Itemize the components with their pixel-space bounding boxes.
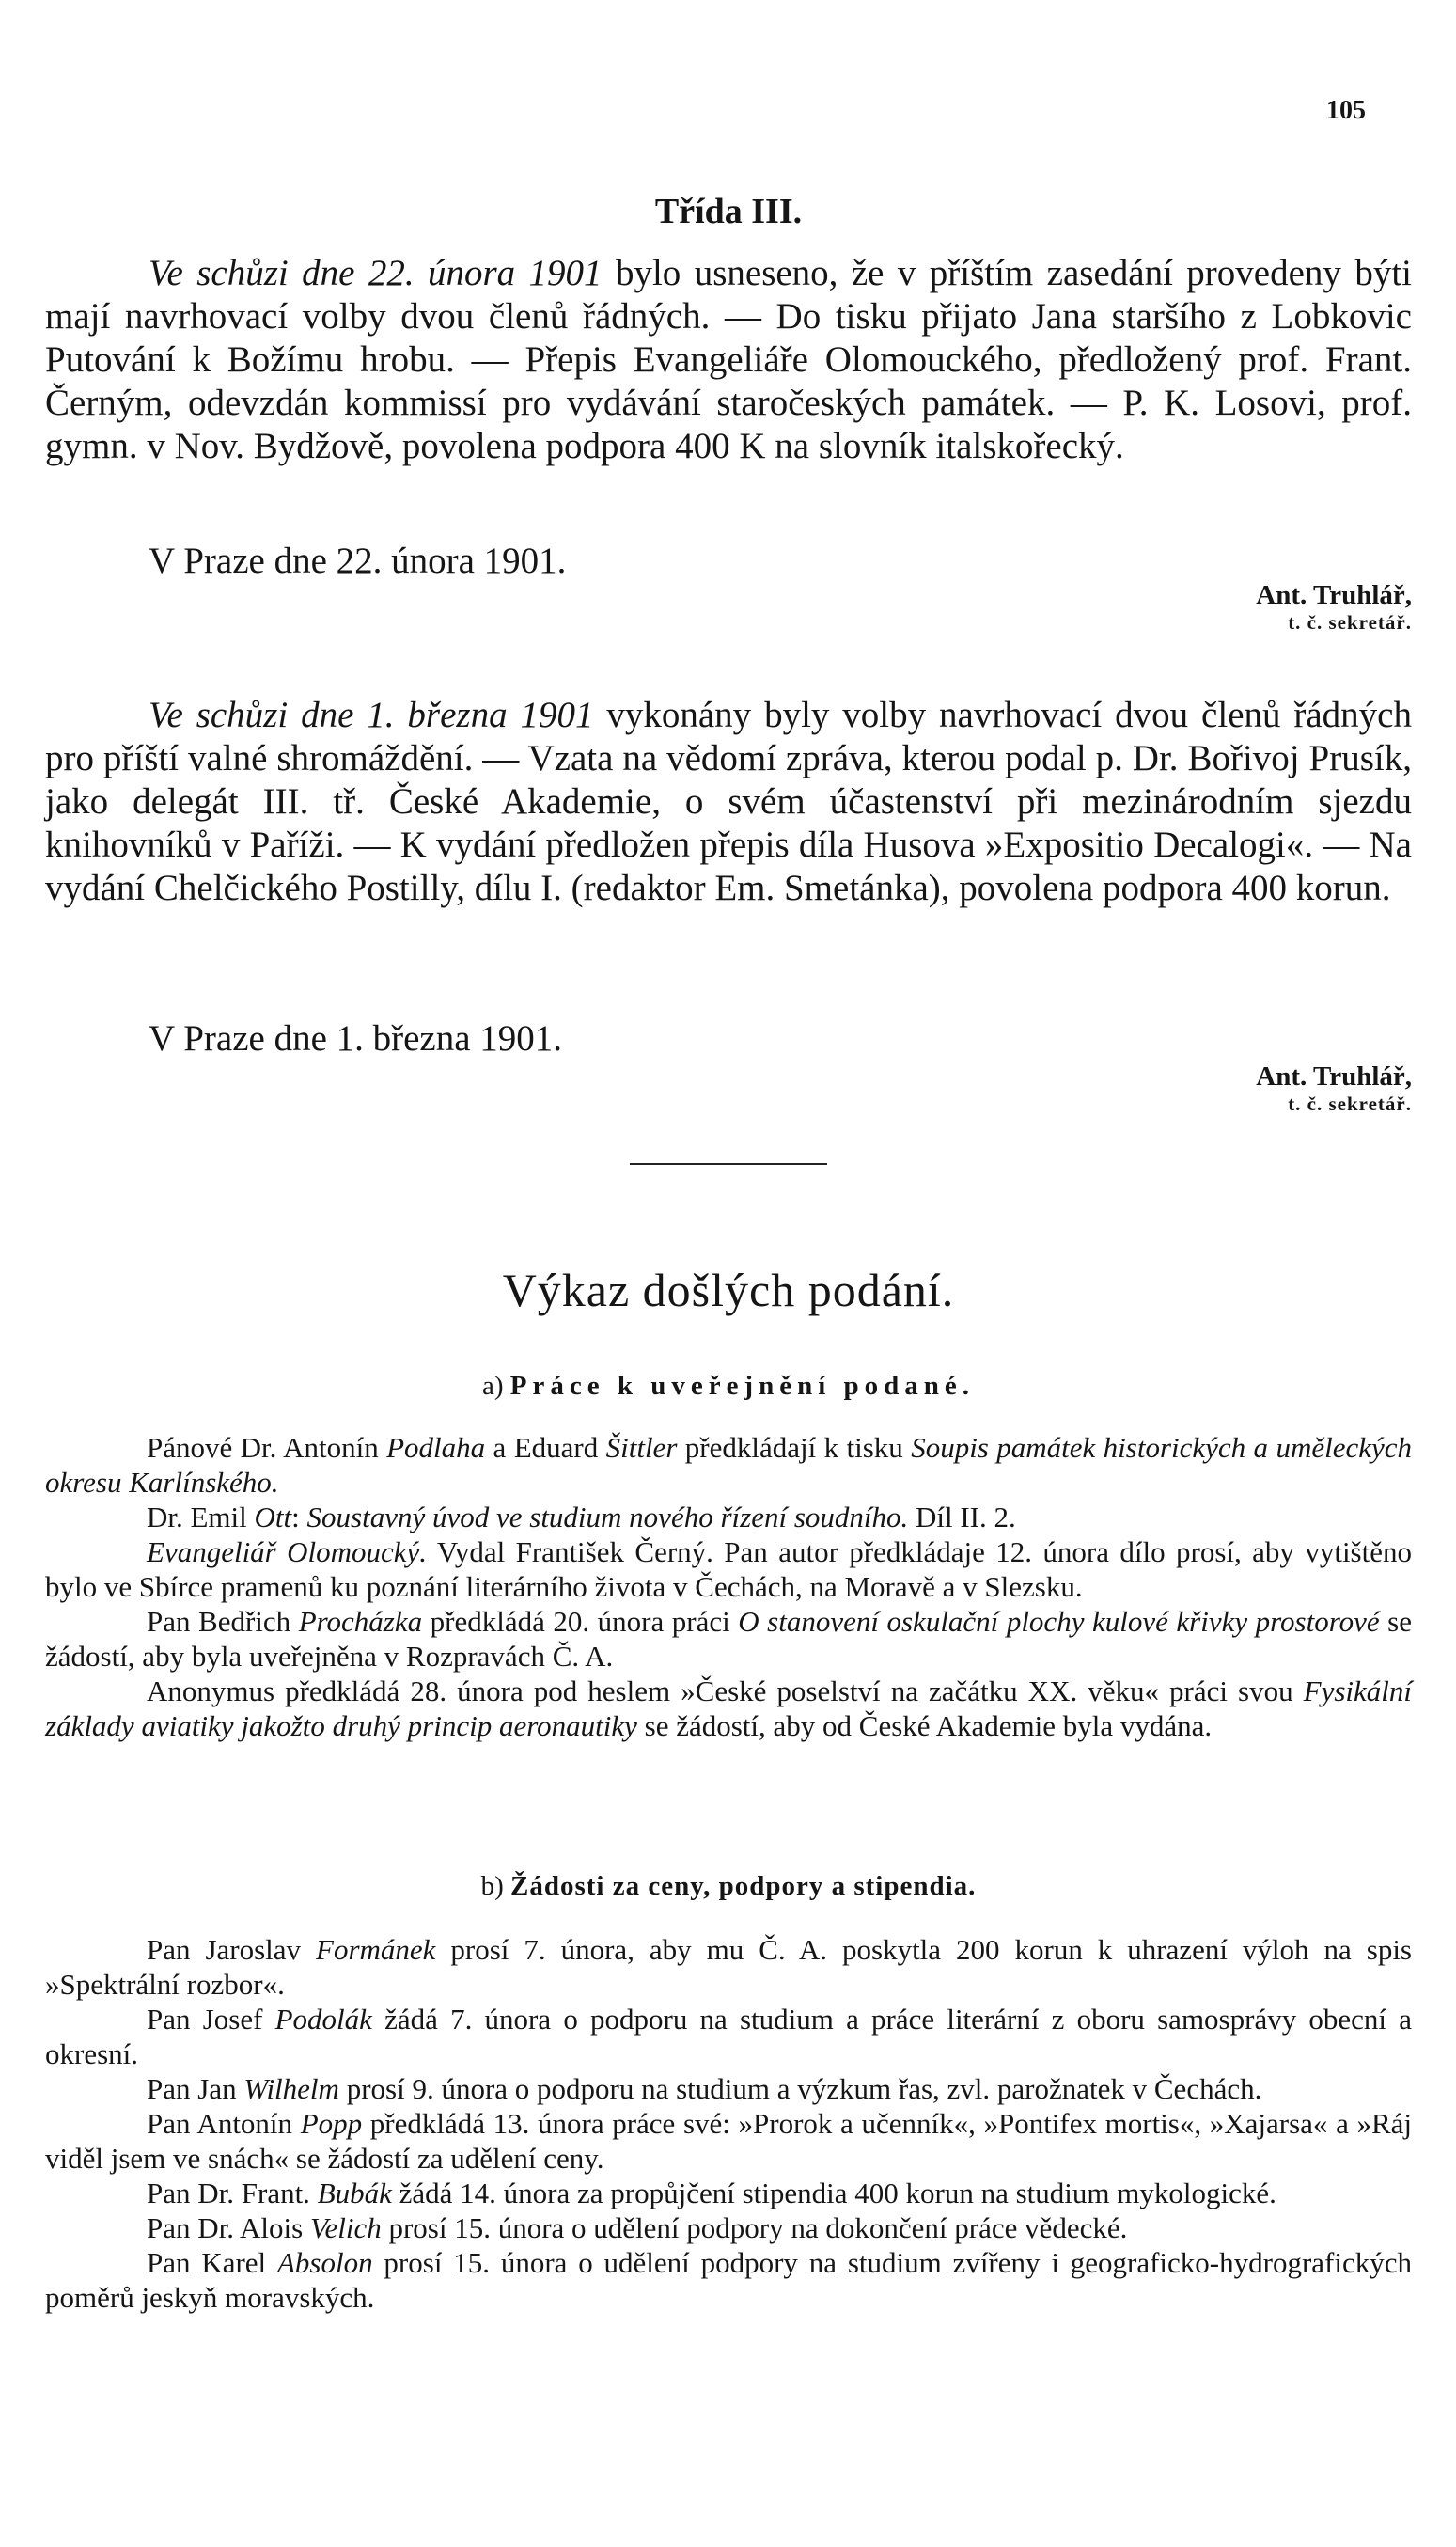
part-b-entry: Pan Dr. Frant. Bubák žádá 14. února za propůjčení stipendia 400 korun na studium mykologické. — [147, 2177, 1276, 2209]
signature-name: Ant. Truhlář, — [1256, 1061, 1412, 1092]
section-heading: Třída III. — [654, 192, 803, 231]
meeting-1-dateline: V Praze dne 22. února 1901. — [149, 541, 567, 581]
part-b-entry: Pan Antonín Popp předkládá 13. února práce své: »Prorok a učenník«, »Pontifex mortis«, »Xajarsa« a »Ráj viděl jsem ve snách« se žádostí za udělení ceny. — [45, 2107, 1413, 2175]
part-a-heading — [45, 1371, 1412, 1402]
part-a-list — [45, 1430, 1412, 1743]
signature-title: t. č. sekretář. — [1288, 1093, 1412, 1115]
part-b-entry: Pan Dr. Alois Velich prosí 15. února o udělení podpory na dokončení práce vědecké. — [147, 2211, 1128, 2244]
part-a-entry: Pan Bedřich Procházka předkládá 20. února práci O stanovení oskulační plochy kulové křivky prostorové se žádostí, aby byla uveřejněna v Rozpravách Č. A. — [45, 1605, 1413, 1673]
meeting-1-signature — [45, 579, 1456, 634]
part-b-entry: Pan Jan Wilhelm prosí 9. února o podporu na studium a výzkum řas, zvl. parožnatek v Čechách. — [147, 2072, 1262, 2105]
part-b-entry: Pan Josef Podolák žádá 7. února o podporu na studium a práce literární z oboru samosprávy obecní a okresní. — [45, 2003, 1412, 2070]
meeting-1-body: bylo usneseno, že v příštím zasedání provedeny býti mají navrhovací volby dvou členů řádných. — Do tisku přijato Jana staršího z Lobkovic Putování k Božímu hrobu. — Přepis Evangeliáře Olomouckého, předložený prof. Frant. Černým, odevzdán kommissí pro vydávání staročeských památek. — P. K. Losovi, prof. gymn. v Nov. Bydžově, povolena podpora 400 K na slovník italskořecký. — [45, 253, 1412, 466]
section-divider — [630, 1163, 827, 1165]
part-a-entry: Pánové Dr. Antonín Podlaha a Eduard Šittler předkládají k tisku Soupis památek historických a uměleckých okresu Karlínského. — [45, 1431, 1413, 1499]
meeting-2-body: vykonány byly volby navrhovací dvou členů řádných pro příští valné shromáždění. — Vzata na vědomí zpráva, kterou podal p. Dr. Bořivoj Prusík, jako delegát III. tř. České Akademie, o svém účastenství při mezinárodním sjezdu knihovníků v Paříži. — K vydání předložen přepis díla Husova »Expositio Decalogi«. — Na vydání Chelčického Postilly, dílu I. (redaktor Em. Smetánka), povolena podpora 400 korun. — [45, 695, 1412, 908]
meeting-2-signature — [45, 1061, 1456, 1115]
signature-name: Ant. Truhlář, — [1256, 580, 1412, 610]
report-title: Výkaz došlých podání. — [502, 1264, 955, 1316]
meeting-2-paragraph — [45, 694, 1412, 910]
part-a-label: a) — [481, 1371, 504, 1401]
page-number: 105 — [1326, 96, 1366, 125]
part-b-label: b) — [480, 1871, 504, 1901]
part-b-list — [45, 1932, 1412, 2315]
signature-title: t. č. sekretář. — [1288, 611, 1412, 634]
part-b-heading — [45, 1871, 1412, 1902]
part-a-title: Práce k uveřejnění podané. — [509, 1371, 976, 1401]
meeting-2-lead: Ve schůzi dne 1. března 1901 — [149, 695, 594, 735]
part-b-title: Žádosti za ceny, podpory a stipendia. — [509, 1871, 977, 1901]
meeting-1-lead: Ve schůzi dne 22. února 1901 — [149, 253, 603, 293]
meeting-2-dateline: V Praze dne 1. března 1901. — [149, 1018, 563, 1059]
part-a-entry: Evangeliář Olomoucký. Vydal František Černý. Pan autor předkládaje 12. února dílo prosí, aby vytištěno bylo ve Sbírce pramenů ku poznání literárního života v Čechách, na Moravě a v Slezsku. — [45, 1535, 1412, 1603]
part-b-entry: Pan Jaroslav Formánek prosí 7. února, aby mu Č. A. poskytla 200 korun k uhrazení výloh na spis »Spektrální rozbor«. — [45, 1933, 1412, 2001]
part-a-entry: Dr. Emil Ott: Soustavný úvod ve studium nového řízení soudního. Díl II. 2. — [147, 1501, 1016, 1533]
part-a-entry: Anonymus předkládá 28. února pod heslem »České poselství na začátku XX. věku« práci svou Fysikální základy aviatiky jakožto druhý princip aeronautiky se žádostí, aby od České Akademie byla vydána. — [45, 1674, 1412, 1742]
meeting-1-paragraph — [45, 252, 1412, 468]
part-b-entry: Pan Karel Absolon prosí 15. února o udělení podpory na studium zvířeny i geograficko-hydrografických poměrů jeskyň moravských. — [45, 2246, 1412, 2314]
